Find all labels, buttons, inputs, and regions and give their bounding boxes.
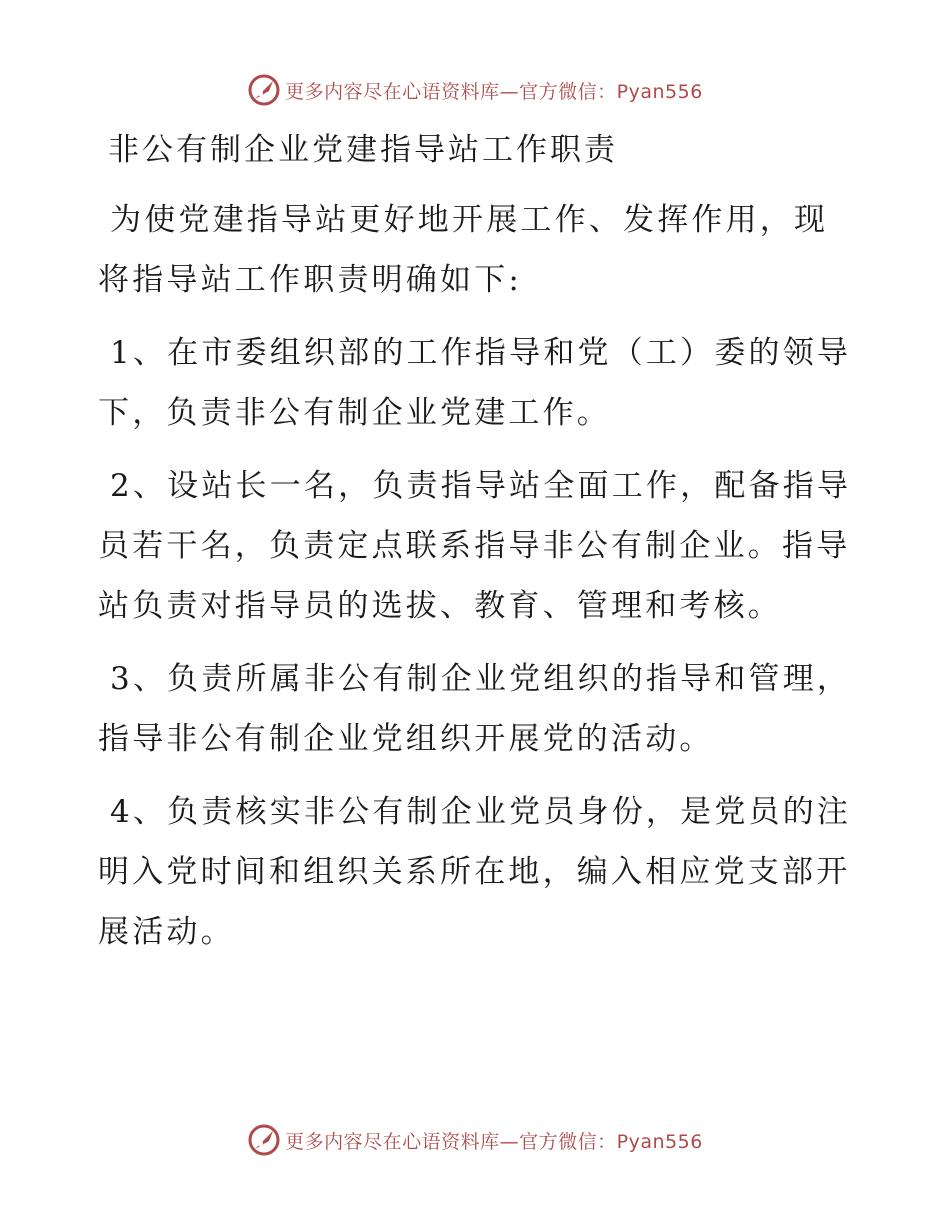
quill-logo-icon: [247, 1123, 281, 1157]
quill-logo-icon: [247, 73, 281, 107]
paragraph-item-1: 1、在市委组织部的工作指导和党（工）委的领导下，负责非公有制企业党建工作。: [98, 335, 852, 431]
paragraph-intro: 为使党建指导站更好地开展工作、发挥作用，现将指导站工作职责明确如下:: [98, 202, 829, 298]
watermark-text: 更多内容尽在心语资料库—官方微信：Pyan556: [285, 1130, 703, 1153]
paragraph-item-3: 3、负责所属非公有制企业党组织的指导和管理，指导非公有制企业党组织开展党的活动。: [98, 661, 852, 757]
watermark-text: 更多内容尽在心语资料库—官方微信：Pyan556: [285, 80, 703, 103]
watermark-header: [0, 70, 950, 110]
paragraph-item-4: 4、负责核实非公有制企业党员身份，是党员的注明入党时间和组织关系所在地，编入相应党支部开展活动。: [98, 794, 852, 950]
watermark-footer: [0, 1120, 950, 1160]
paragraph-item-2: 2、设站长一名，负责指导站全面工作，配备指导员若干名，负责定点联系指导非公有制企业。指导站负责对指导员的选拔、教育、管理和考核。: [98, 468, 852, 624]
document-title: 非公有制企业党建指导站工作职责: [108, 132, 618, 168]
